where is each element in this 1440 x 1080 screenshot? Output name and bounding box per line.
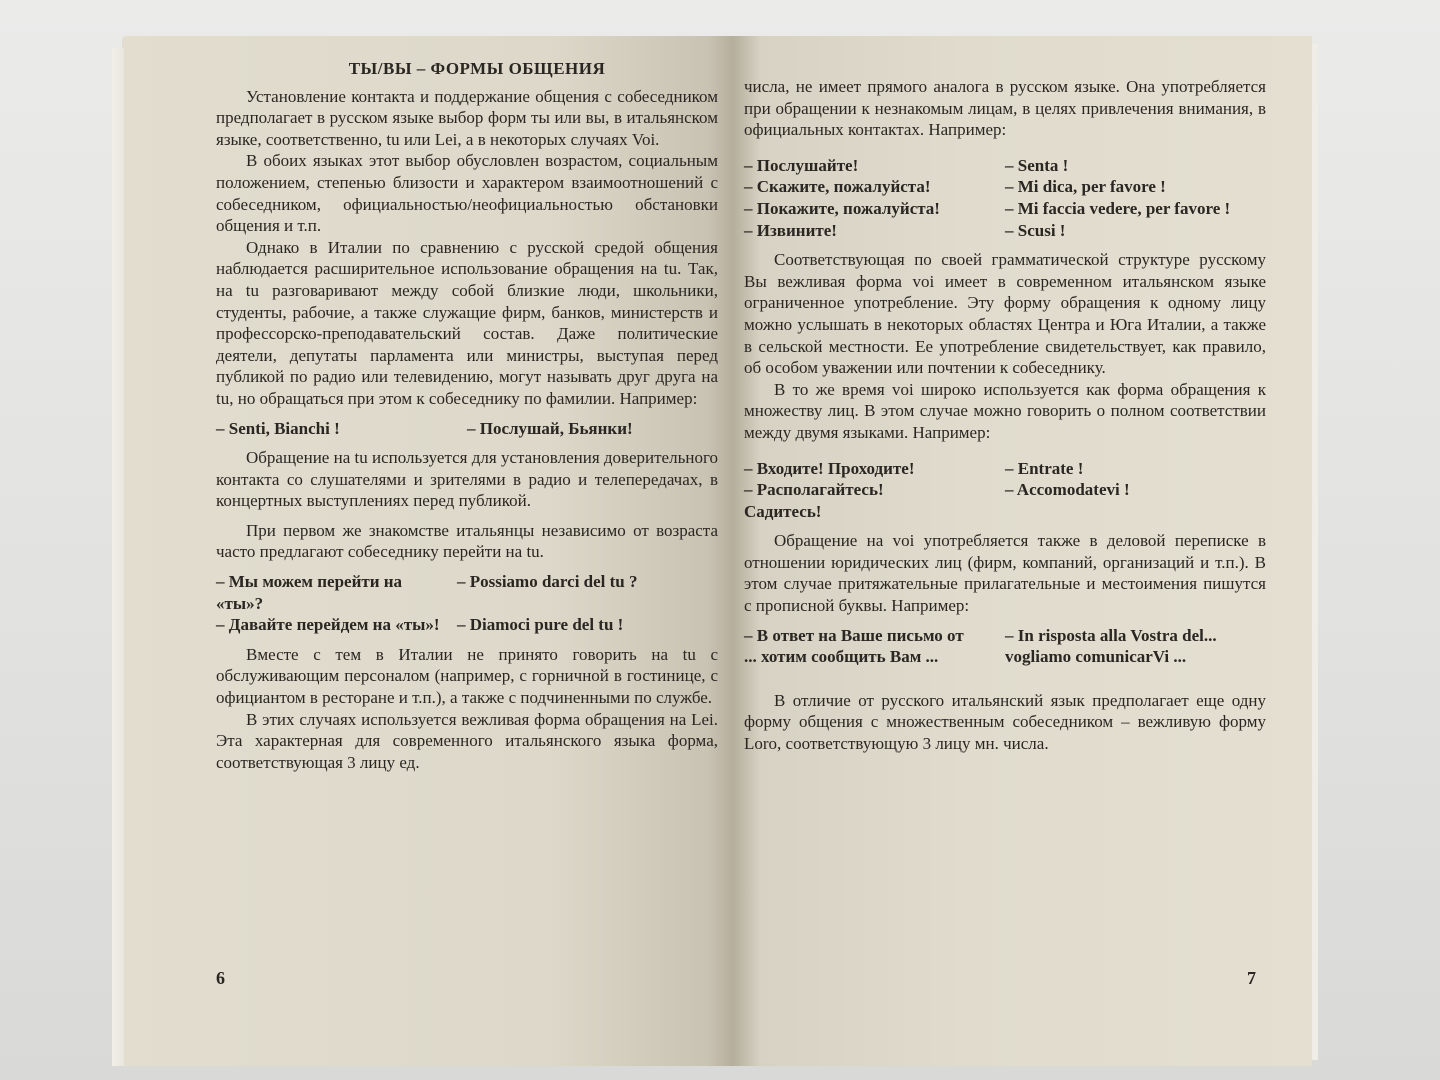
example-russian: – Послушайте! [744, 155, 859, 175]
example-table [744, 458, 1266, 523]
example-russian: – В ответ на Ваше письмо от ... хотим сообщить Вам ... [744, 625, 964, 667]
example-table [744, 625, 1266, 668]
paragraph: Однако в Италии по сравнению с русской средой общения наблюдается расширительное использование обращения на tu. Так, на tu разговаривают между собой близкие люди, школьники, студенты, рабочие, а также служащие фирм, банков, министерств и профессорско-преподавательский состав. Даже политические деятели, депутаты парламента или министры, выступая перед публикой по радио или телевидению, могут называть друг друга на tu, но обращаться при этом к собеседнику по фамилии. Например: [216, 237, 718, 408]
example-italian: – Diamoci pure del tu ! [456, 615, 624, 635]
example-row [744, 479, 1266, 522]
example-italian: – Possiamo darci del tu ? [456, 572, 638, 592]
example-row [744, 625, 1266, 668]
example-table [216, 571, 718, 636]
left-page [122, 36, 732, 1066]
example-italian: – Entrate ! [1005, 458, 1084, 478]
example-table [216, 418, 718, 440]
paragraph: В то же время voi широко используется как форма обращения к множеству лиц. В этом случае можно говорить о полном соответствии между двумя языками. Например: [744, 379, 1266, 442]
open-book [112, 36, 1312, 1076]
example-row [216, 571, 718, 614]
example-italian: – Scusi ! [1005, 220, 1066, 240]
paragraph: числа, не имеет прямого аналога в русском языке. Она употребляется при обращении к незнакомым лицам, в целях привлечения внимания, в официальных контактах. Например: [744, 77, 1266, 140]
example-russian: – Входите! Проходите! [744, 458, 915, 478]
example-row [216, 614, 718, 636]
example-russian: – Мы можем перейти на «ты»? [216, 572, 403, 613]
example-italian: – Mi faccia vedere, per favore ! [1005, 198, 1231, 218]
example-italian: – In risposta alla Vostra del... vogliamo comunicarVi ... [1005, 625, 1217, 667]
example-row [744, 458, 1266, 480]
paragraph: При первом же знакомстве итальянцы независимо от возраста часто предлагают собеседнику перейти на tu. [216, 520, 718, 562]
example-row [744, 176, 1266, 198]
example-italian: – Senti, Bianchi ! [216, 418, 340, 438]
paragraph: Установление контакта и поддержание общения с собеседником предполагает в русском языке выбор форм ты или вы, в итальянском языке, соответственно, tu или Lei, а в некоторых случаях Voi. [216, 86, 718, 149]
paragraph: Обращение на voi употребляется также в деловой переписке в отношении юридических лиц (фирм, компаний, организаций и т.п.). В этом случае притяжательные прилагательные и местоимения пишутся с прописной буквы. Например: [744, 531, 1266, 616]
example-row [744, 220, 1266, 242]
paragraph: В этих случаях используется вежливая форма обращения на Lei. Эта характерная для современного итальянского языка форма, соответствующая 3 лицу ед. [216, 709, 718, 772]
paragraph: Вместе с тем в Италии не принято говорить на tu с обслуживающим персоналом (например, с горничной в гостинице, с официантом в ресторане и т.п.), а также с подчиненными по службе. [216, 644, 718, 708]
example-russian: – Давайте перейдем на «ты»! [216, 615, 440, 635]
page-heading: ТЫ/ВЫ – ФОРМЫ ОБЩЕНИЯ [348, 59, 606, 78]
right-page [732, 36, 1312, 1066]
paragraph: В отличие от русского итальянский язык предполагает еще одну форму общения с множественным собеседником – вежливую форму Loro, соответствующую 3 лицу мн. числа. [744, 690, 1266, 754]
example-italian: – Accomodatevi ! [1005, 480, 1130, 500]
example-table [744, 155, 1266, 241]
example-russian: – Покажите, пожалуйста! [744, 198, 940, 218]
example-row [216, 418, 718, 440]
example-russian: – Извините! [744, 220, 837, 240]
example-italian: – Mi dica, per favore ! [1005, 177, 1166, 197]
paragraph: В обоих языках этот выбор обусловлен возрастом, социальным положением, степенью близости и характером взаимоотношений с собеседником, официальностью/неофициальностью обстановки общения и т.п. [216, 151, 718, 236]
paragraph: Соответствующая по своей грамматической структуре русскому Вы вежливая форма voi имеет в современном итальянском языке ограниченное употребление. Эту форму обращения к одному лицу можно услышать в некоторых областях Центра и Юга Италии, а также в сельской местности. Ее употребление свидетельствует, как правило, об особом уважении или почтении к собеседнику. [744, 250, 1266, 378]
example-row [744, 155, 1266, 177]
example-row [744, 198, 1266, 220]
example-russian: – Послушай, Бьянки! [467, 418, 633, 438]
example-italian: – Senta ! [1005, 155, 1069, 175]
page-number: 7 [1247, 968, 1256, 989]
example-russian: – Скажите, пожалуйста! [744, 177, 931, 197]
example-russian: – Располагайтесь! Садитесь! [744, 480, 884, 521]
page-number: 6 [216, 968, 225, 989]
paragraph: Обращение на tu используется для установления доверительного контакта со слушателями и зрителями в радио и телепередачах, в концертных выступлениях перед публикой. [216, 448, 718, 511]
